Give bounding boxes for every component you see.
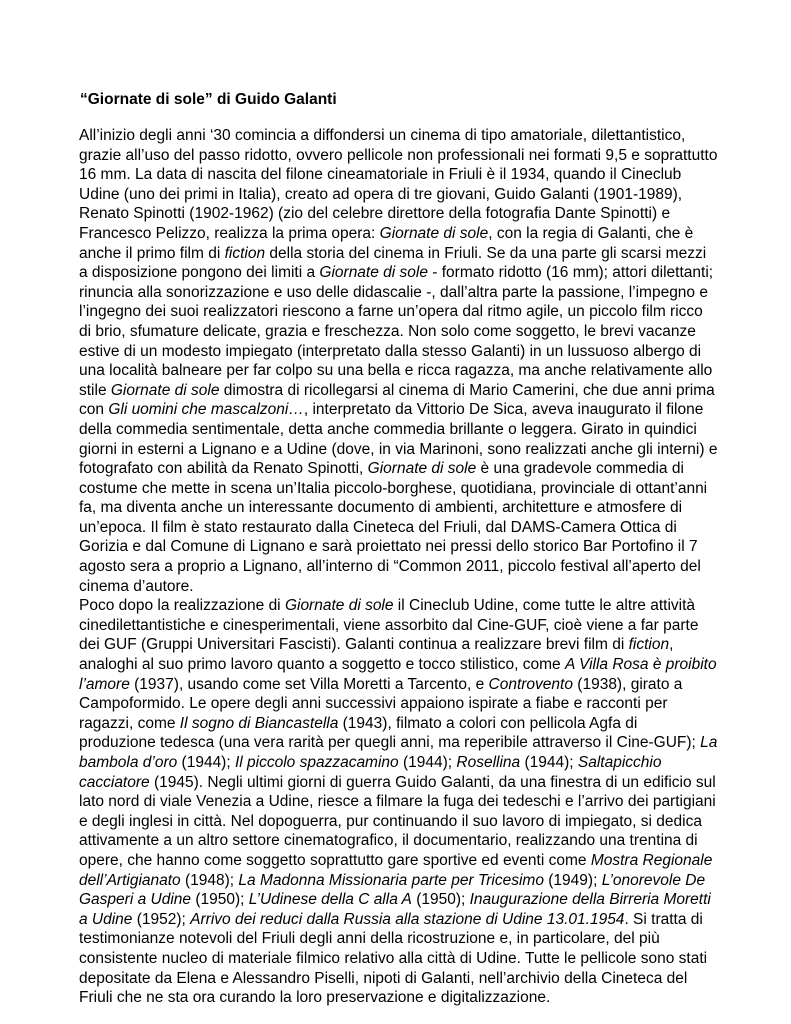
text-segment: Campoformido. Le opere degli anni successivi appaiono ispirate a fiabe e racconti per [79,695,668,713]
text-segment: con [79,401,109,419]
text-segment: (1949); [543,871,602,889]
text-segment: un’epoca. Il film è stato restaurato dalla Cineteca del Friuli, dal DAMS-Camera Ottica di [79,518,677,536]
text-segment: attivamente a un altro settore cinematografico, il documentario, realizzando una trentina di [79,832,698,850]
text-line [79,831,719,851]
text-segment: Poco dopo la realizzazione di [79,597,285,615]
italic-title-text: A Villa Rosa è proibito [564,656,717,674]
text-line [79,733,719,753]
italic-title-text: cacciatore [79,773,150,791]
text-line [79,400,719,420]
text-line [79,185,719,205]
text-line [79,381,719,401]
text-segment: (1952); [132,910,191,928]
text-line [79,498,719,518]
italic-title-text: Mostra Regionale [590,851,713,869]
text-segment: stile [79,381,111,399]
text-segment: Renato Spinotti (1902-1962) (zio del celebre direttore della fotografia Dante Spinotti) e [79,205,671,223]
text-line [79,851,719,871]
text-segment: anche il primo film di [79,244,225,262]
text-line [79,773,719,793]
text-segment: della commedia sentimentale, detta anche commedia brillante o leggera. Girato in quindici [79,420,697,438]
text-line [79,244,719,264]
text-line [79,263,719,283]
italic-title-text: bambola d’oro [79,754,178,771]
italic-title-text: L’Udinese della C alla A [248,891,412,909]
text-segment: (1944); [398,754,457,771]
text-line [79,577,719,597]
text-segment: dei GUF (Gruppi Universitari Fascisti). Galanti continua a realizzare brevi film di [79,636,629,654]
italic-title-text: Giornate di sole [110,381,220,399]
text-segment: una località balneare per far colpo su una bella e ricca ragazza, ma anche relativamente allo [79,362,713,380]
italic-title-text: Inaugurazione della Birreria Moretti [469,891,711,909]
italic-title-text: Il sogno di Biancastella [179,714,339,732]
italic-title-text: a Udine [79,910,133,928]
italic-title-text: dell’Artigianato [79,871,181,889]
italic-title-text: Gasperi a Udine [79,891,192,909]
text-segment: consistente nucleo di materiale filmico relativo alla città di Udine. Tutte le pellicole sono stati [79,949,708,967]
text-line [79,479,719,499]
text-segment: 16 mm. La data di nascita del filone cineamatoriale in Friuli è il 1934, quando il Cineclub [79,166,682,184]
text-segment: Udine (uno dei primi in Italia), creato ad opera di tre giovani, Guido Galanti (1901-1989), [79,185,683,203]
italic-title-text: La Madonna Missionaria parte per Tricesimo [238,871,544,889]
text-line [79,890,719,910]
text-segment: costume che mette in scena un’Italia piccolo-borghese, quotidiana, provinciale di ottant’anni [79,479,708,497]
text-line [79,302,719,322]
text-segment: , con la regia di Galanti, che è [488,224,694,242]
text-segment: dimostra di ricollegarsi al cinema di Mario Camerini, che due anni prima [219,381,715,399]
italic-title-text: Rosellina [456,754,521,771]
text-line [79,616,719,636]
italic-title-text: L’onorevole De [601,871,706,889]
text-line [79,949,719,969]
italic-title-text: Saltapicchio [577,754,662,771]
text-segment: (1950); [411,891,470,909]
document-title: “Giornate di sole” di Guido Galanti [80,91,337,108]
text-line [79,420,719,440]
text-segment: e degli inglesi in città. Nel dopoguerra, pur continuando il suo lavoro di impiegato, si dedica [79,812,702,830]
text-segment: l’ingegno dei suoi realizzatori riescono a farne un’opera dal ritmo agile, un piccolo film ricco [79,303,703,321]
text-line [79,714,719,734]
text-line [79,988,719,1008]
text-segment: Gorizia e dal Comune di Lignano e sarà proiettato nei pressi dello storico Bar Portofino il 7 [79,538,698,556]
text-line [79,910,719,930]
text-segment: (1938), girato a [572,675,683,693]
text-segment: ragazzi, come [79,714,180,732]
text-line [79,694,719,714]
text-segment: fa, ma diventa anche un interessante documento di ambienti, architetture e atmosfere di [79,499,683,517]
text-line [79,792,719,812]
text-line [79,146,719,166]
text-segment: opere, che hanno come soggetto soprattutto gare sportive ed eventi come [79,851,591,869]
text-line [79,929,719,949]
italic-title-text: fiction [628,636,670,654]
text-segment: produzione tedesca (una vera rarità per quegli anni, ma reperibile attraverso il Cine-GUF); [79,734,701,752]
text-segment: cinedilettantistiche e cinesperimentali, viene assorbito dal Cine-GUF, cioè viene a far parte [79,616,699,634]
text-line [79,361,719,381]
text-line [79,342,719,362]
text-segment: (1944); [520,754,578,771]
text-segment: lato nord di viale Venezia a Udine, riesce a filmare la fuga dei tedeschi e l’arrivo dei partigiani [79,793,716,811]
text-segment: (1950); [191,891,249,909]
text-line [79,459,719,479]
text-segment: grazie all’uso del passo ridotto, ovvero pellicole non professionali nei formati 9,5 e soprattutto [79,146,718,164]
italic-title-text: Giornate di sole [379,224,489,242]
text-line [79,518,719,538]
text-segment: Friuli che ne sta ora curando la loro preservazione e digitalizzazione. [79,989,551,1007]
text-line [79,322,719,342]
text-segment: cinema d’autore. [79,577,194,595]
italic-title-text: Gli uomini che mascalzoni… [108,401,304,419]
italic-title-text: Arrivo dei reduci dalla Russia alla stazione di Udine 13.01.1954 [190,910,625,928]
text-segment: è una gradevole commedia di [476,460,684,478]
text-segment: testimonianze notevoli del Friuli degli anni della ricostruzione e, in particolare, del più [79,930,660,948]
text-segment: giorni in esterni a Lignano e a Udine (dove, in via Marinoni, sono realizzati anche gli interni) e [79,440,718,458]
text-segment: (1937), usando come set Villa Moretti a Tarcento, e [129,675,489,693]
text-line [79,871,719,891]
text-segment: rinuncia alla sonorizzazione e uso delle didascalie -, dall’altra parte la passione, l’impegno e [79,283,708,301]
text-segment: , interpretato da Vittorio De Sica, aveva inaugurato il filone [303,401,704,419]
text-line [79,635,719,655]
italic-title-text: Giornate di sole [319,264,428,282]
text-segment: , [669,636,674,654]
text-segment: a disposizione pongono dei limiti a [79,264,320,282]
text-line [79,224,719,244]
text-segment: (1945). Negli ultimi giorni di guerra Guido Galanti, da una finestra di un edificio sul [149,773,716,791]
italic-title-text: Giornate di sole [367,460,477,478]
text-line [79,557,719,577]
italic-title-text: Controvento [488,675,573,693]
text-line [79,204,719,224]
document-body [79,126,719,1008]
text-segment: il Cineclub Udine, come tutte le altre attività [393,597,696,615]
text-line [79,753,719,773]
text-segment: Francesco Pelizzo, realizza la prima opera: [79,224,380,242]
italic-title-text: Il piccolo spazzacamino [234,754,399,771]
text-segment: depositate da Elena e Alessandro Piselli, nipoti di Galanti, nell’archivio della Cineteca del [79,969,688,987]
italic-title-text: Giornate di sole [284,597,394,615]
text-line [79,969,719,989]
italic-title-text: fiction [224,244,266,262]
text-line [79,165,719,185]
text-line [79,440,719,460]
text-segment: di brio, sfumature delicate, grazia e freschezza. Non solo come soggetto, le brevi vacanze [79,322,696,340]
text-segment: (1944); [177,754,235,771]
text-segment: . Si tratta di [624,910,703,928]
text-segment: All’inizio degli anni ‘30 comincia a diffondersi un cinema di tipo amatoriale, dilettantistico, [79,127,686,144]
text-line [79,655,719,675]
text-line [79,675,719,695]
text-line [79,126,719,146]
text-segment: - formato ridotto (16 mm); attori dilettanti; [427,264,714,282]
text-segment: (1948); [180,871,239,889]
text-segment: analoghi al suo primo lavoro quanto a soggetto e tocco stilistico, come [79,656,565,674]
text-segment: estive di un modesto impiegato (interpretato dalla stesso Galanti) in un lussuoso albergo di [79,342,702,360]
text-line [79,812,719,832]
text-line [79,596,719,616]
text-segment: della storia del cinema in Friuli. Se da una parte gli scarsi mezzi [265,244,707,262]
text-segment: (1943), filmato a colori con pellicola Agfa di [338,714,638,732]
italic-title-text: l’amore [79,675,130,693]
text-segment: agosto sera a proprio a Lignano, all’interno di “Common 2011, piccolo festival all’aperto del [79,558,701,576]
italic-title-text: La [700,734,718,752]
text-line [79,537,719,557]
text-line [79,283,719,303]
text-segment: fotografato con abilità da Renato Spinotti, [79,460,368,478]
